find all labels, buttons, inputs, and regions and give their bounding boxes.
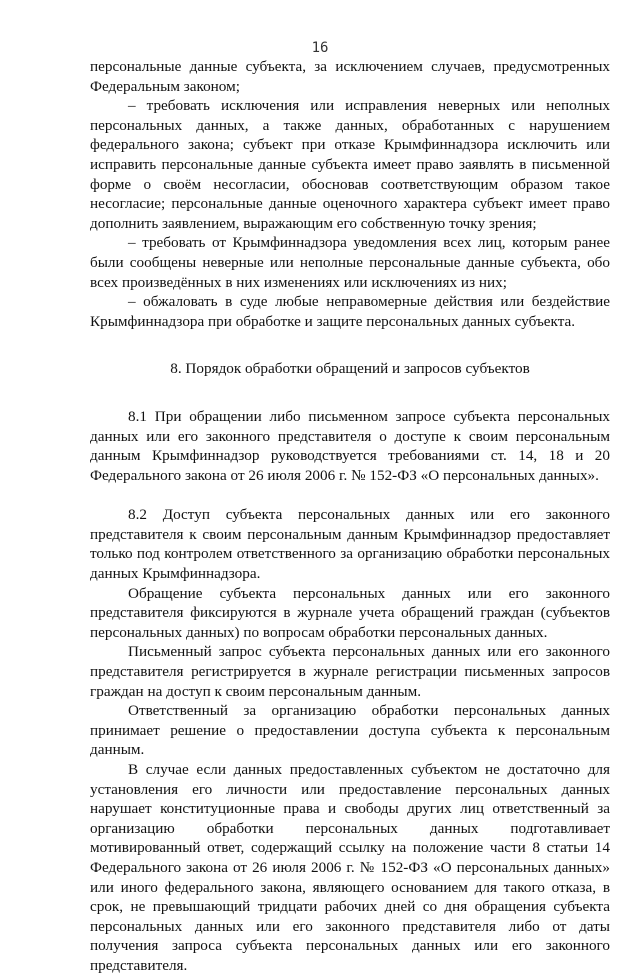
list-item-appeal: – обжаловать в суде любые неправомерные действия или бездействие Крымфиннадзора при обработке и защите персональных данных субъекта. [90,293,610,330]
clause-8-1: 8.1 При обращении либо письменном запросе субъекта персональных данных или его законного представителя о доступе к своим персональным данным Крымфиннадзор руководствуется требованиями ст. 14, 18 и 20 Федерального закона от 26 июля 2006 г. № 152-ФЗ «О персональных данных». [90,407,610,484]
paragraph-refusal: В случае если данных предоставленных субъектом не достаточно для установления его личности или предоставление персональных данных нарушает конституционные права и свободы других лиц ответственный за организацию обработки персональных данных подготавливает мотивированный ответ, содержащий ссылку на положение части 8 статьи 14 Федерального закона от 26 июля 2006 г. № 152-ФЗ «О персональных данных» или иного федерального закона, являющего основанием для такого отказа, в срок, не превышающий тридцати рабочих дней со дня обращения субъекта персональных данных или его законного представителя либо от даты получения запроса субъекта персональных данных или его законного представителя. [90,761,610,974]
paragraph-appeal-registration: Обращение субъекта персональных данных или его законного представителя фиксируются в журнале учета обращений граждан (субъектов персональных данных) по вопросам обработки персональных данных. [90,584,610,641]
paragraph-continuation: персональные данные субъекта, за исключением случаев, предусмотренных Федеральным законом; [90,58,610,95]
paragraph-decision: Ответственный за организацию обработки персональных данных принимает решение о предоставлении доступа субъекта к персональным данным. [90,702,610,759]
list-item-request-notification: – требовать от Крымфиннадзора уведомления всех лиц, которым ранее были сообщены неверные или неполные персональные данные субъекта, обо всех произведённых в них изменениях или исключениях из них; [90,234,610,291]
paragraph-written-request: Письменный запрос субъекта персональных данных или его законного представителя регистрируется в журнале регистрации письменных запросов граждан на доступ к своим персональным данным. [90,643,610,700]
document-body [90,57,610,976]
clause-8-2: 8.2 Доступ субъекта персональных данных или его законного представителя к своим персональным данным Крымфиннадзор предоставляет только под контролем ответственного за организацию обработки персональных данных Крымфиннадзора. [90,506,610,583]
section-heading: 8. Порядок обработки обращений и запросов субъектов [170,360,530,378]
list-item-request-correction: – требовать исключения или исправления неверных или неполных персональных данных, а также данных, обработанных с нарушением федерального закона; субъект при отказе Крымфиннадзора исключить или исправить персональные данные субъекта имеет право заявлять в письменной форме о своём несогласии, обосновав соответствующим образом такое несогласие; персональные данные оценочного характера субъект имеет право дополнить заявлением, выражающим его собственную точку зрения; [90,97,610,232]
page-number: 16 [311,40,329,56]
